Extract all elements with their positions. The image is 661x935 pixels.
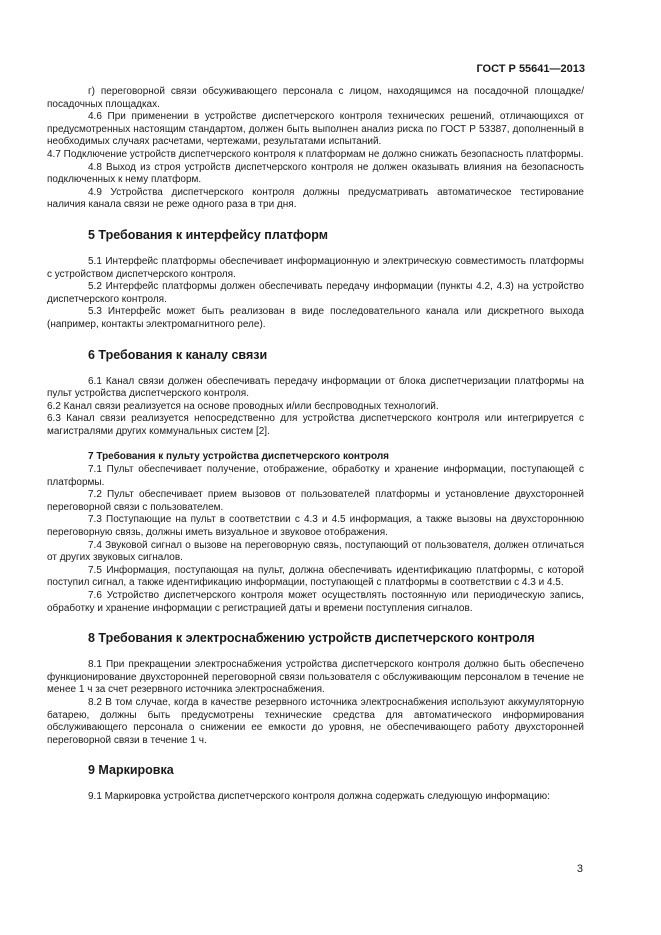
paragraph-6-1: 6.1 Канал связи должен обеспечивать передачу информации от блока диспетчеризации платформы на пульт устройства диспетчерского контроля.	[47, 375, 584, 400]
paragraph-5-3: 5.3 Интерфейс может быть реализован в виде последовательного канала или дискретного выхода (например, контакты электромагнитного реле).	[47, 306, 584, 330]
page-number: 3	[576, 863, 583, 875]
paragraph-5-2: 5.2 Интерфейс платформы должен обеспечивать передачу информации (пункты 4.2, 4.3) на устройство диспетчерского контроля.	[47, 281, 584, 305]
paragraph-4-6: 4.6 При применении в устройстве диспетчерского контроля технических решений, отличающихся от предусмотренных настоящим стандартом, должен быть выполнен анализ риска по ГОСТ Р 53387, дополненный в необходимых случаях расчетами, чертежами, результатами испытаний.	[47, 111, 584, 148]
paragraph-4-9: 4.9 Устройства диспетчерского контроля должны предусматривать автоматическое тестирование наличия канала связи не реже одного раза в три дня.	[47, 186, 584, 211]
paragraph-9-1: 9.1 Маркировка устройства диспетчерского контроля должна содержать следующую информацию:	[88, 791, 550, 803]
paragraph-5-1: 5.1 Интерфейс платформы обеспечивает информационную и электрическую совместимость платформы с устройством диспетчерского контроля.	[47, 255, 584, 280]
paragraph-8-2: 8.2 В том случае, когда в качестве резервного источника электроснабжения используют аккумуляторную батарею, должны быть предусмотрены технические средства для автоматического информирования обслуживающего персонала о снижении ее емкости до уровня, не обеспечивающего работу двухсторонней переговорной связи в течение 1 ч.	[47, 696, 584, 746]
paragraph-7-5: 7.5 Информация, поступающая на пульт, должна обеспечивать идентификацию платформы, с которой поступил сигнал, а также идентификацию информации, поступающей с платформы в соответствии с 4.3 и 4.5.	[47, 564, 584, 589]
page-body	[47, 86, 584, 804]
paragraph-6-2: 6.2 Канал связи реализуется на основе проводных и/или беспроводных технологий.	[47, 400, 439, 412]
paragraph-g: г) переговорной связи обсуживающего персонала с лицом, находящимся на посадочной площадке/посадочных площадках.	[47, 86, 584, 110]
section-5-heading: 5 Требования к интерфейсу платформ	[88, 227, 328, 242]
section-6-heading: 6 Требования к каналу связи	[88, 347, 268, 362]
paragraph-7-1: 7.1 Пульт обеспечивает получение, отображение, обработку и хранение информации, поступающей с платформы.	[47, 464, 584, 488]
paragraph-7-2: 7.2 Пульт обеспечивает прием вызовов от пользователей платформы и установление двухсторонней переговорной связи с пользователем.	[47, 489, 584, 513]
paragraph-4-8: 4.8 Выход из строя устройств диспетчерского контроля не должен оказывать влияния на безопасность подключенных к нему платформ.	[47, 161, 584, 186]
paragraph-7-4: 7.4 Звуковой сигнал о вызове на переговорную связь, поступающий от пользователя, должен отличаться от других звуковых сигналов.	[47, 539, 584, 564]
section-8-heading: 8 Требования к электроснабжению устройств диспетчерского контроля	[88, 631, 535, 646]
paragraph-8-1: 8.1 При прекращении электроснабжения устройства диспетчерского контроля должно быть обеспечено функционирование двухсторонней переговорной связи пользователя с обслуживающим персоналом в течение не менее 1 ч за счет резервного источника электроснабжения.	[47, 659, 584, 696]
section-9-heading: 9 Маркировка	[88, 763, 174, 778]
paragraph-6-3: 6.3 Канал связи реализуется непосредственно для устройства диспетчерского контроля или интегрируется с магистралями других коммунальных систем [2].	[47, 413, 584, 437]
paragraph-4-7: 4.7 Подключение устройств диспетчерского контроля к платформам не должно снижать безопасность платформы.	[47, 148, 584, 160]
section-7-heading: 7 Требования к пульту устройства диспетчерского контроля	[88, 451, 390, 463]
paragraph-7-3: 7.3 Поступающие на пульт в соответствии с 4.3 и 4.5 информация, а также вызовы на двухстороннюю переговорную связь, должны иметь визуальное и звуковое отображения.	[47, 514, 584, 539]
standard-number: ГОСТ Р 55641—2013	[476, 63, 585, 75]
paragraph-7-6: 7.6 Устройство диспетчерского контроля может осуществлять постоянную или периодическую запись, обработку и хранение информации с регистрацией даты и времени поступления сигналов.	[47, 590, 584, 614]
